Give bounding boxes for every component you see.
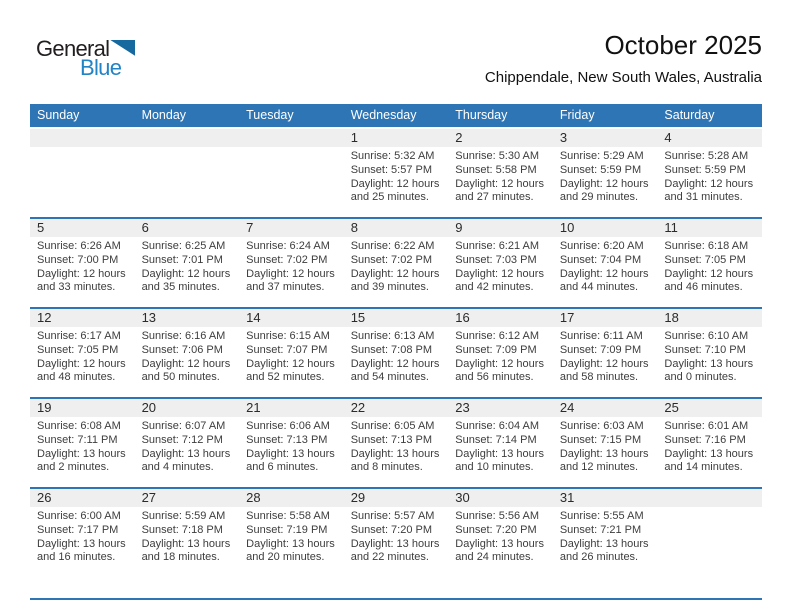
day-details	[344, 147, 449, 205]
detail-line: and 26 minutes.	[559, 551, 639, 564]
day-number-empty	[239, 129, 344, 147]
detail-line: Sunrise: 5:28 AM	[664, 150, 749, 162]
day-cell-10	[553, 219, 658, 307]
title-block	[262, 30, 762, 86]
detail-line: Sunrise: 6:04 AM	[455, 420, 540, 432]
detail-line: Sunset: 7:02 PM	[350, 253, 433, 266]
day-cell-29	[344, 489, 449, 577]
detail-line: and 35 minutes.	[141, 281, 220, 294]
day-cell-15	[344, 309, 449, 397]
top-bar	[30, 30, 762, 100]
detail-line: Daylight: 13 hours	[350, 447, 440, 460]
day-details	[239, 237, 344, 295]
detail-line: and 0 minutes.	[664, 371, 737, 384]
detail-line: Sunset: 7:09 PM	[559, 343, 642, 356]
page-subtitle: Chippendale, New South Wales, Australia	[484, 69, 762, 86]
detail-line: and 22 minutes.	[350, 551, 429, 564]
detail-line: Sunset: 7:14 PM	[455, 433, 537, 446]
detail-line: Sunset: 7:16 PM	[664, 433, 746, 446]
detail-line: Sunset: 7:00 PM	[37, 253, 119, 266]
day-cell-14	[239, 309, 344, 397]
detail-line: and 50 minutes.	[141, 371, 220, 384]
day-number-empty	[30, 129, 135, 147]
day-number: 19	[30, 399, 135, 417]
day-number-empty	[657, 489, 762, 507]
detail-line: Daylight: 13 hours	[664, 357, 754, 370]
detail-line: Sunrise: 6:15 AM	[246, 330, 330, 342]
day-details	[553, 147, 658, 205]
detail-line: Sunrise: 5:29 AM	[559, 150, 644, 162]
day-cell-empty	[657, 489, 762, 577]
detail-line: and 6 minutes.	[246, 461, 319, 474]
day-number: 9	[448, 219, 553, 237]
detail-line: Sunrise: 6:25 AM	[141, 240, 226, 252]
detail-line: Sunset: 7:04 PM	[559, 253, 642, 266]
detail-line: Sunset: 7:08 PM	[350, 343, 433, 356]
detail-line: Daylight: 13 hours	[141, 537, 231, 550]
week-row-2	[30, 217, 762, 307]
detail-line: Daylight: 13 hours	[246, 447, 335, 460]
bottom-rule	[30, 598, 762, 600]
detail-line: Daylight: 12 hours	[559, 267, 649, 280]
detail-line: Daylight: 12 hours	[246, 357, 335, 370]
detail-line: Sunrise: 5:57 AM	[350, 510, 435, 522]
day-details	[344, 417, 449, 475]
day-cell-empty	[30, 129, 135, 217]
day-number: 16	[448, 309, 553, 327]
logo-text-general: General	[36, 36, 110, 61]
detail-line: Sunrise: 6:11 AM	[559, 330, 643, 342]
detail-line: and 2 minutes.	[37, 461, 110, 474]
day-cell-5	[30, 219, 135, 307]
weekday-header-saturday: Saturday	[664, 108, 715, 122]
detail-line: Sunset: 7:05 PM	[37, 343, 119, 356]
day-number: 21	[239, 399, 344, 417]
day-details	[448, 417, 553, 475]
day-details	[135, 417, 240, 475]
detail-line: Sunset: 7:17 PM	[37, 523, 119, 536]
day-cell-24	[553, 399, 658, 487]
day-cell-empty	[135, 129, 240, 217]
day-number: 31	[553, 489, 658, 507]
day-details	[448, 237, 553, 295]
day-cell-17	[553, 309, 658, 397]
detail-line: Daylight: 12 hours	[246, 267, 335, 280]
day-cell-20	[135, 399, 240, 487]
week-row-3	[30, 307, 762, 397]
week-row-1	[30, 127, 762, 217]
detail-line: and 54 minutes.	[350, 371, 429, 384]
day-details	[553, 237, 658, 295]
day-cell-18	[657, 309, 762, 397]
day-number: 26	[30, 489, 135, 507]
day-details	[657, 417, 762, 475]
week-row-5	[30, 487, 762, 577]
day-details	[657, 327, 762, 385]
detail-line: Sunset: 7:15 PM	[559, 433, 642, 446]
day-details	[344, 327, 449, 385]
day-cell-11	[657, 219, 762, 307]
detail-line: and 58 minutes.	[559, 371, 639, 384]
day-number: 5	[30, 219, 135, 237]
day-details	[135, 237, 240, 295]
detail-line: Sunset: 7:02 PM	[246, 253, 328, 266]
detail-line: and 8 minutes.	[350, 461, 423, 474]
detail-line: and 44 minutes.	[559, 281, 639, 294]
day-cell-13	[135, 309, 240, 397]
day-cell-27	[135, 489, 240, 577]
detail-line: Sunset: 7:20 PM	[455, 523, 537, 536]
general-blue-logo	[36, 38, 166, 94]
detail-line: and 46 minutes.	[664, 281, 743, 294]
day-details	[553, 327, 658, 385]
day-number: 23	[448, 399, 553, 417]
detail-line: Sunrise: 6:08 AM	[37, 420, 121, 432]
day-details	[344, 507, 449, 565]
day-cell-empty	[239, 129, 344, 217]
detail-line: and 52 minutes.	[246, 371, 325, 384]
day-number: 1	[344, 129, 449, 147]
detail-line: Daylight: 12 hours	[350, 267, 440, 280]
day-cell-22	[344, 399, 449, 487]
detail-line: and 48 minutes.	[37, 371, 116, 384]
day-number: 30	[448, 489, 553, 507]
day-details	[30, 237, 135, 295]
detail-line: Sunset: 7:19 PM	[246, 523, 328, 536]
detail-line: Sunrise: 6:13 AM	[350, 330, 435, 342]
day-cell-30	[448, 489, 553, 577]
detail-line: Sunrise: 6:05 AM	[350, 420, 435, 432]
detail-line: Sunrise: 5:55 AM	[559, 510, 644, 522]
detail-line: Sunrise: 6:24 AM	[246, 240, 330, 252]
detail-line: Sunrise: 5:58 AM	[246, 510, 330, 522]
detail-line: Sunrise: 6:18 AM	[664, 240, 749, 252]
detail-line: Sunset: 7:06 PM	[141, 343, 223, 356]
day-number: 18	[657, 309, 762, 327]
detail-line: and 37 minutes.	[246, 281, 325, 294]
day-details	[448, 327, 553, 385]
day-details	[657, 237, 762, 295]
day-number: 12	[30, 309, 135, 327]
detail-line: Sunrise: 6:12 AM	[455, 330, 540, 342]
logo-text-blue: Blue	[80, 55, 122, 80]
detail-line: Daylight: 12 hours	[559, 357, 649, 370]
day-cell-16	[448, 309, 553, 397]
detail-line: Sunset: 7:03 PM	[455, 253, 537, 266]
detail-line: Sunrise: 5:59 AM	[141, 510, 226, 522]
detail-line: Daylight: 13 hours	[455, 447, 544, 460]
detail-line: and 42 minutes.	[455, 281, 534, 294]
day-number: 17	[553, 309, 658, 327]
detail-line: Daylight: 12 hours	[350, 357, 440, 370]
detail-line: Daylight: 13 hours	[141, 447, 231, 460]
day-details	[553, 417, 658, 475]
day-number: 28	[239, 489, 344, 507]
detail-line: Sunrise: 5:30 AM	[455, 150, 540, 162]
detail-line: Sunset: 5:58 PM	[455, 163, 537, 176]
day-cell-28	[239, 489, 344, 577]
detail-line: Daylight: 13 hours	[455, 537, 544, 550]
detail-line: Sunrise: 6:26 AM	[37, 240, 121, 252]
day-number: 24	[553, 399, 658, 417]
detail-line: and 27 minutes.	[455, 191, 534, 204]
day-details	[239, 417, 344, 475]
detail-line: and 29 minutes.	[559, 191, 639, 204]
day-cell-23	[448, 399, 553, 487]
day-cell-6	[135, 219, 240, 307]
day-details	[135, 327, 240, 385]
detail-line: Sunset: 7:07 PM	[246, 343, 328, 356]
day-cell-25	[657, 399, 762, 487]
detail-line: and 31 minutes.	[664, 191, 743, 204]
detail-line: Sunrise: 6:00 AM	[37, 510, 121, 522]
day-number-empty	[135, 129, 240, 147]
day-number: 10	[553, 219, 658, 237]
detail-line: Sunrise: 6:10 AM	[664, 330, 749, 342]
detail-line: Daylight: 12 hours	[664, 267, 754, 280]
day-number: 27	[135, 489, 240, 507]
day-number: 2	[448, 129, 553, 147]
day-number: 7	[239, 219, 344, 237]
detail-line: Daylight: 12 hours	[350, 177, 440, 190]
detail-line: and 14 minutes.	[664, 461, 743, 474]
detail-line: and 10 minutes.	[455, 461, 534, 474]
day-number: 20	[135, 399, 240, 417]
weekday-header-friday: Friday	[559, 108, 595, 122]
day-cell-9	[448, 219, 553, 307]
detail-line: Sunrise: 5:32 AM	[350, 150, 435, 162]
day-details	[30, 417, 135, 475]
day-details	[135, 507, 240, 565]
detail-line: Sunset: 7:12 PM	[141, 433, 223, 446]
calendar-grid	[30, 127, 762, 577]
day-number: 29	[344, 489, 449, 507]
detail-line: Sunrise: 6:17 AM	[37, 330, 121, 342]
detail-line: Sunset: 5:59 PM	[559, 163, 642, 176]
logo-triangle-icon	[110, 40, 135, 56]
detail-line: Sunrise: 6:20 AM	[559, 240, 644, 252]
detail-line: Sunset: 7:13 PM	[350, 433, 433, 446]
day-details	[239, 327, 344, 385]
detail-line: Sunset: 5:59 PM	[664, 163, 746, 176]
detail-line: Daylight: 13 hours	[37, 537, 126, 550]
day-details	[448, 147, 553, 205]
detail-line: Sunrise: 6:21 AM	[455, 240, 540, 252]
detail-line: Daylight: 12 hours	[664, 177, 754, 190]
detail-line: Sunset: 5:57 PM	[350, 163, 433, 176]
detail-line: Sunset: 7:11 PM	[37, 433, 118, 446]
day-cell-31	[553, 489, 658, 577]
detail-line: Sunrise: 6:03 AM	[559, 420, 644, 432]
detail-line: and 12 minutes.	[559, 461, 639, 474]
weekday-header-thursday: Thursday	[455, 108, 508, 122]
page-title: October 2025	[604, 30, 762, 60]
day-number: 6	[135, 219, 240, 237]
weekday-header-sunday: Sunday	[37, 108, 80, 122]
detail-line: Sunset: 7:21 PM	[559, 523, 642, 536]
day-cell-19	[30, 399, 135, 487]
detail-line: Sunrise: 6:07 AM	[141, 420, 226, 432]
detail-line: and 4 minutes.	[141, 461, 214, 474]
detail-line: Daylight: 13 hours	[246, 537, 335, 550]
day-number: 3	[553, 129, 658, 147]
day-details	[30, 507, 135, 565]
detail-line: Sunset: 7:05 PM	[664, 253, 746, 266]
detail-line: Sunrise: 6:06 AM	[246, 420, 330, 432]
detail-line: Sunset: 7:20 PM	[350, 523, 433, 536]
detail-line: Sunrise: 6:22 AM	[350, 240, 435, 252]
detail-line: Daylight: 12 hours	[141, 357, 231, 370]
detail-line: Sunset: 7:09 PM	[455, 343, 537, 356]
detail-line: Daylight: 12 hours	[455, 357, 544, 370]
detail-line: Daylight: 12 hours	[37, 357, 126, 370]
day-cell-12	[30, 309, 135, 397]
detail-line: Sunset: 7:10 PM	[664, 343, 746, 356]
detail-line: and 24 minutes.	[455, 551, 534, 564]
day-number: 15	[344, 309, 449, 327]
detail-line: Daylight: 12 hours	[559, 177, 649, 190]
day-cell-3	[553, 129, 658, 217]
day-details	[448, 507, 553, 565]
detail-line: Sunrise: 6:16 AM	[141, 330, 226, 342]
day-cell-4	[657, 129, 762, 217]
day-number: 11	[657, 219, 762, 237]
detail-line: and 18 minutes.	[141, 551, 220, 564]
detail-line: and 16 minutes.	[37, 551, 116, 564]
detail-line: Daylight: 13 hours	[559, 447, 649, 460]
day-cell-2	[448, 129, 553, 217]
day-number: 25	[657, 399, 762, 417]
detail-line: Daylight: 13 hours	[664, 447, 754, 460]
day-number: 4	[657, 129, 762, 147]
detail-line: Daylight: 12 hours	[141, 267, 231, 280]
detail-line: Daylight: 13 hours	[37, 447, 126, 460]
detail-line: Sunrise: 6:01 AM	[664, 420, 749, 432]
detail-line: Daylight: 13 hours	[350, 537, 440, 550]
detail-line: Daylight: 12 hours	[37, 267, 126, 280]
day-details	[30, 327, 135, 385]
detail-line: and 20 minutes.	[246, 551, 325, 564]
detail-line: and 39 minutes.	[350, 281, 429, 294]
day-cell-1	[344, 129, 449, 217]
week-row-4	[30, 397, 762, 487]
detail-line: Sunset: 7:18 PM	[141, 523, 223, 536]
day-cell-21	[239, 399, 344, 487]
calendar-table	[30, 104, 762, 577]
detail-line: Daylight: 12 hours	[455, 267, 544, 280]
day-details	[553, 507, 658, 565]
detail-line: and 25 minutes.	[350, 191, 429, 204]
day-cell-26	[30, 489, 135, 577]
detail-line: and 33 minutes.	[37, 281, 116, 294]
detail-line: Sunrise: 5:56 AM	[455, 510, 540, 522]
day-number: 14	[239, 309, 344, 327]
day-details	[657, 147, 762, 205]
day-cell-7	[239, 219, 344, 307]
detail-line: Daylight: 12 hours	[455, 177, 544, 190]
day-number: 8	[344, 219, 449, 237]
weekday-header-wednesday: Wednesday	[350, 108, 417, 122]
day-details	[239, 507, 344, 565]
day-number: 13	[135, 309, 240, 327]
detail-line: Sunset: 7:01 PM	[141, 253, 223, 266]
detail-line: and 56 minutes.	[455, 371, 534, 384]
day-details	[344, 237, 449, 295]
day-number: 22	[344, 399, 449, 417]
weekday-header-monday: Monday	[141, 108, 187, 122]
weekday-header-row	[30, 104, 762, 127]
detail-line: Daylight: 13 hours	[559, 537, 649, 550]
detail-line: Sunset: 7:13 PM	[246, 433, 328, 446]
day-cell-8	[344, 219, 449, 307]
weekday-header-tuesday: Tuesday	[246, 108, 294, 122]
